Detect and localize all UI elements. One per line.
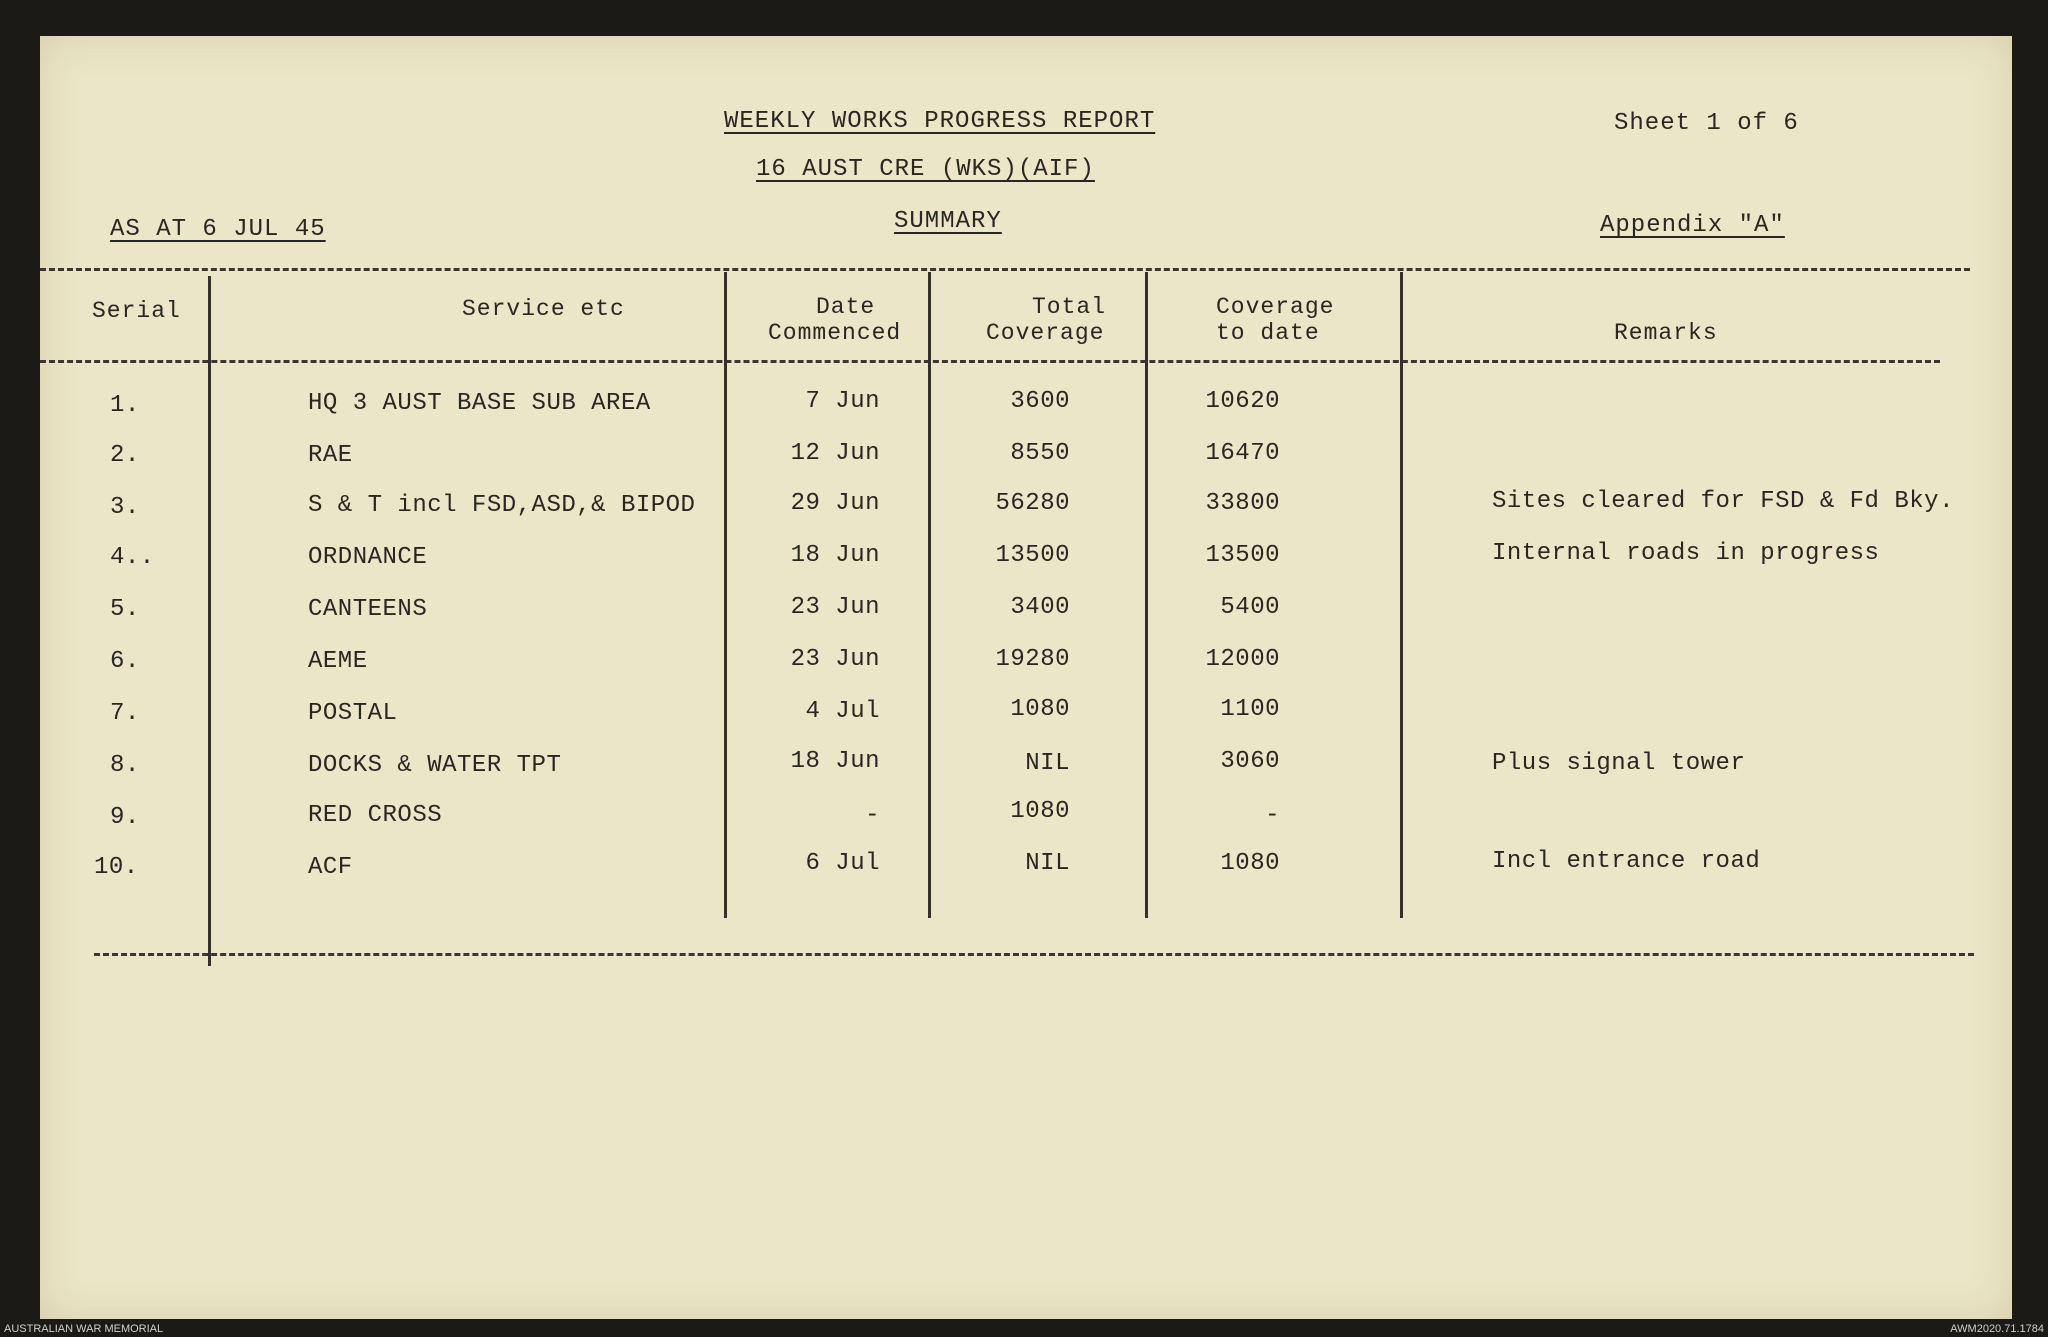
row-total: NIL <box>1025 850 1070 877</box>
table-top-rule <box>40 268 1970 271</box>
row-to-date: 1100 <box>1220 696 1280 723</box>
col-header-total-line2: Coverage <box>986 320 1105 346</box>
row-to-date: 33800 <box>1205 490 1280 517</box>
row-service: RAE <box>308 442 353 469</box>
row-serial: 2. <box>110 442 140 469</box>
as-at-date: AS AT 6 JUL 45 <box>110 216 326 243</box>
row-total: NIL <box>1025 750 1070 777</box>
row-date: 18 Jun <box>790 542 880 569</box>
row-serial: 9. <box>110 804 140 831</box>
row-serial: 6. <box>110 648 140 675</box>
row-total: 3600 <box>1010 388 1070 415</box>
footer-credit: AUSTRALIAN WAR MEMORIAL <box>4 1323 164 1335</box>
column-divider <box>724 272 727 918</box>
unit-name: 16 AUST CRE (WKS)(AIF) <box>756 156 1095 183</box>
row-service: HQ 3 AUST BASE SUB AREA <box>308 390 651 417</box>
row-serial: 1. <box>110 392 140 419</box>
row-date: 7 Jun <box>805 388 880 415</box>
row-date: 18 Jun <box>790 748 880 775</box>
col-header-remarks: Remarks <box>1614 320 1718 346</box>
row-to-date: 5400 <box>1220 594 1280 621</box>
row-remarks: Internal roads in progress <box>1492 540 1880 567</box>
row-date: 12 Jun <box>790 440 880 467</box>
sheet-number: Sheet 1 of 6 <box>1614 110 1799 137</box>
row-service: RED CROSS <box>308 802 443 829</box>
row-serial: 3. <box>110 494 140 521</box>
row-date: 29 Jun <box>790 490 880 517</box>
column-divider <box>208 276 211 966</box>
footer-accession-number: AWM2020.71.1784 <box>1950 1323 2044 1335</box>
col-header-serial: Serial <box>92 298 181 324</box>
row-date: - <box>865 802 880 829</box>
row-total: 8550 <box>1010 440 1070 467</box>
appendix-label: Appendix "A" <box>1600 212 1785 239</box>
row-serial: 4.. <box>110 544 155 571</box>
col-header-date-line2: Commenced <box>768 320 902 346</box>
col-header-coverage-line1: Coverage <box>1216 294 1335 320</box>
row-date: 23 Jun <box>790 646 880 673</box>
summary-heading: SUMMARY <box>894 208 1002 235</box>
row-total: 1080 <box>1010 696 1070 723</box>
row-to-date: 12000 <box>1205 646 1280 673</box>
row-total: 13500 <box>995 542 1070 569</box>
row-service: ACF <box>308 854 353 881</box>
row-to-date: - <box>1265 802 1280 829</box>
table-bottom-rule <box>94 953 1974 956</box>
document-sheet <box>40 36 2012 1319</box>
row-total: 3400 <box>1010 594 1070 621</box>
row-date: 4 Jul <box>805 698 880 725</box>
row-service: POSTAL <box>308 700 398 727</box>
row-serial: 5. <box>110 596 140 623</box>
row-to-date: 16470 <box>1205 440 1280 467</box>
table-header-rule <box>40 360 1940 363</box>
row-remarks: Plus signal tower <box>1492 750 1746 777</box>
row-service: DOCKS & WATER TPT <box>308 752 562 779</box>
column-divider <box>1145 272 1148 918</box>
row-to-date: 13500 <box>1205 542 1280 569</box>
row-remarks: Incl entrance road <box>1492 848 1761 875</box>
row-to-date: 10620 <box>1205 388 1280 415</box>
row-date: 6 Jul <box>805 850 880 877</box>
column-divider <box>928 272 931 918</box>
row-to-date: 1080 <box>1220 850 1280 877</box>
report-title: WEEKLY WORKS PROGRESS REPORT <box>724 108 1156 135</box>
row-service: S & T incl FSD,ASD,& BIPOD <box>308 492 696 519</box>
row-total: 56280 <box>995 490 1070 517</box>
col-header-total-line1: Total <box>1032 294 1107 320</box>
row-total: 1080 <box>1010 798 1070 825</box>
col-header-coverage-line2: to date <box>1216 320 1320 346</box>
column-divider <box>1400 272 1403 918</box>
col-header-date-line1: Date <box>816 294 876 320</box>
row-serial: 10. <box>94 854 139 881</box>
row-serial: 7. <box>110 700 140 727</box>
row-service: AEME <box>308 648 368 675</box>
row-service: CANTEENS <box>308 596 428 623</box>
row-service: ORDNANCE <box>308 544 428 571</box>
row-date: 23 Jun <box>790 594 880 621</box>
row-remarks: Sites cleared for FSD & Fd Bky. <box>1492 488 1954 515</box>
col-header-service: Service etc <box>462 296 625 322</box>
row-to-date: 3060 <box>1220 748 1280 775</box>
row-serial: 8. <box>110 752 140 779</box>
row-total: 19280 <box>995 646 1070 673</box>
